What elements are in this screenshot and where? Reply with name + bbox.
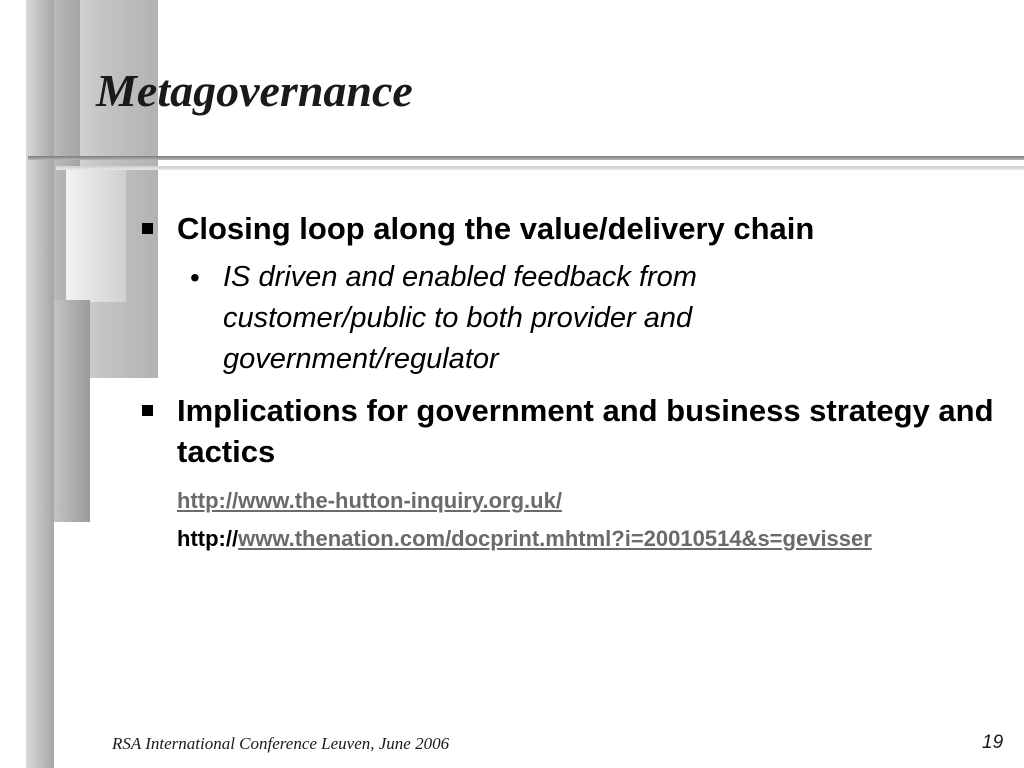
decor-bar bbox=[66, 170, 126, 302]
link-line bbox=[177, 520, 1010, 558]
title-divider-shadow bbox=[56, 166, 1024, 170]
square-bullet-icon bbox=[142, 223, 153, 234]
sub-bullet-item bbox=[140, 257, 853, 380]
link-prefix: http:// bbox=[177, 526, 239, 551]
hutton-inquiry-link[interactable]: http://www.the-hutton-inquiry.org.uk/ bbox=[177, 488, 562, 513]
decor-bar bbox=[26, 0, 54, 768]
square-bullet-icon bbox=[142, 405, 153, 416]
slide-title: Metagovernance bbox=[96, 65, 413, 116]
link-list bbox=[140, 482, 1010, 558]
page-number: 19 bbox=[982, 732, 1004, 753]
link-line bbox=[177, 482, 1010, 520]
slide-body bbox=[140, 208, 1010, 558]
thenation-link[interactable]: www.thenation.com/docprint.mhtml?i=20010514&s=gevisser bbox=[238, 526, 872, 551]
bullet-item bbox=[140, 208, 1010, 249]
bullet-item bbox=[140, 390, 1010, 472]
sub-bullet-text: IS driven and enabled feedback from customer/public to both provider and government/regulator bbox=[223, 261, 697, 375]
dot-bullet-icon: • bbox=[190, 262, 200, 293]
bullet-text: Closing loop along the value/delivery chain bbox=[177, 211, 815, 246]
title-divider bbox=[28, 156, 1024, 160]
left-margin bbox=[0, 0, 26, 768]
bullet-text: Implications for government and business strategy and tactics bbox=[177, 393, 994, 469]
decor-bar bbox=[50, 300, 90, 522]
footer-text: RSA International Conference Leuven, June 2006 bbox=[112, 734, 450, 753]
